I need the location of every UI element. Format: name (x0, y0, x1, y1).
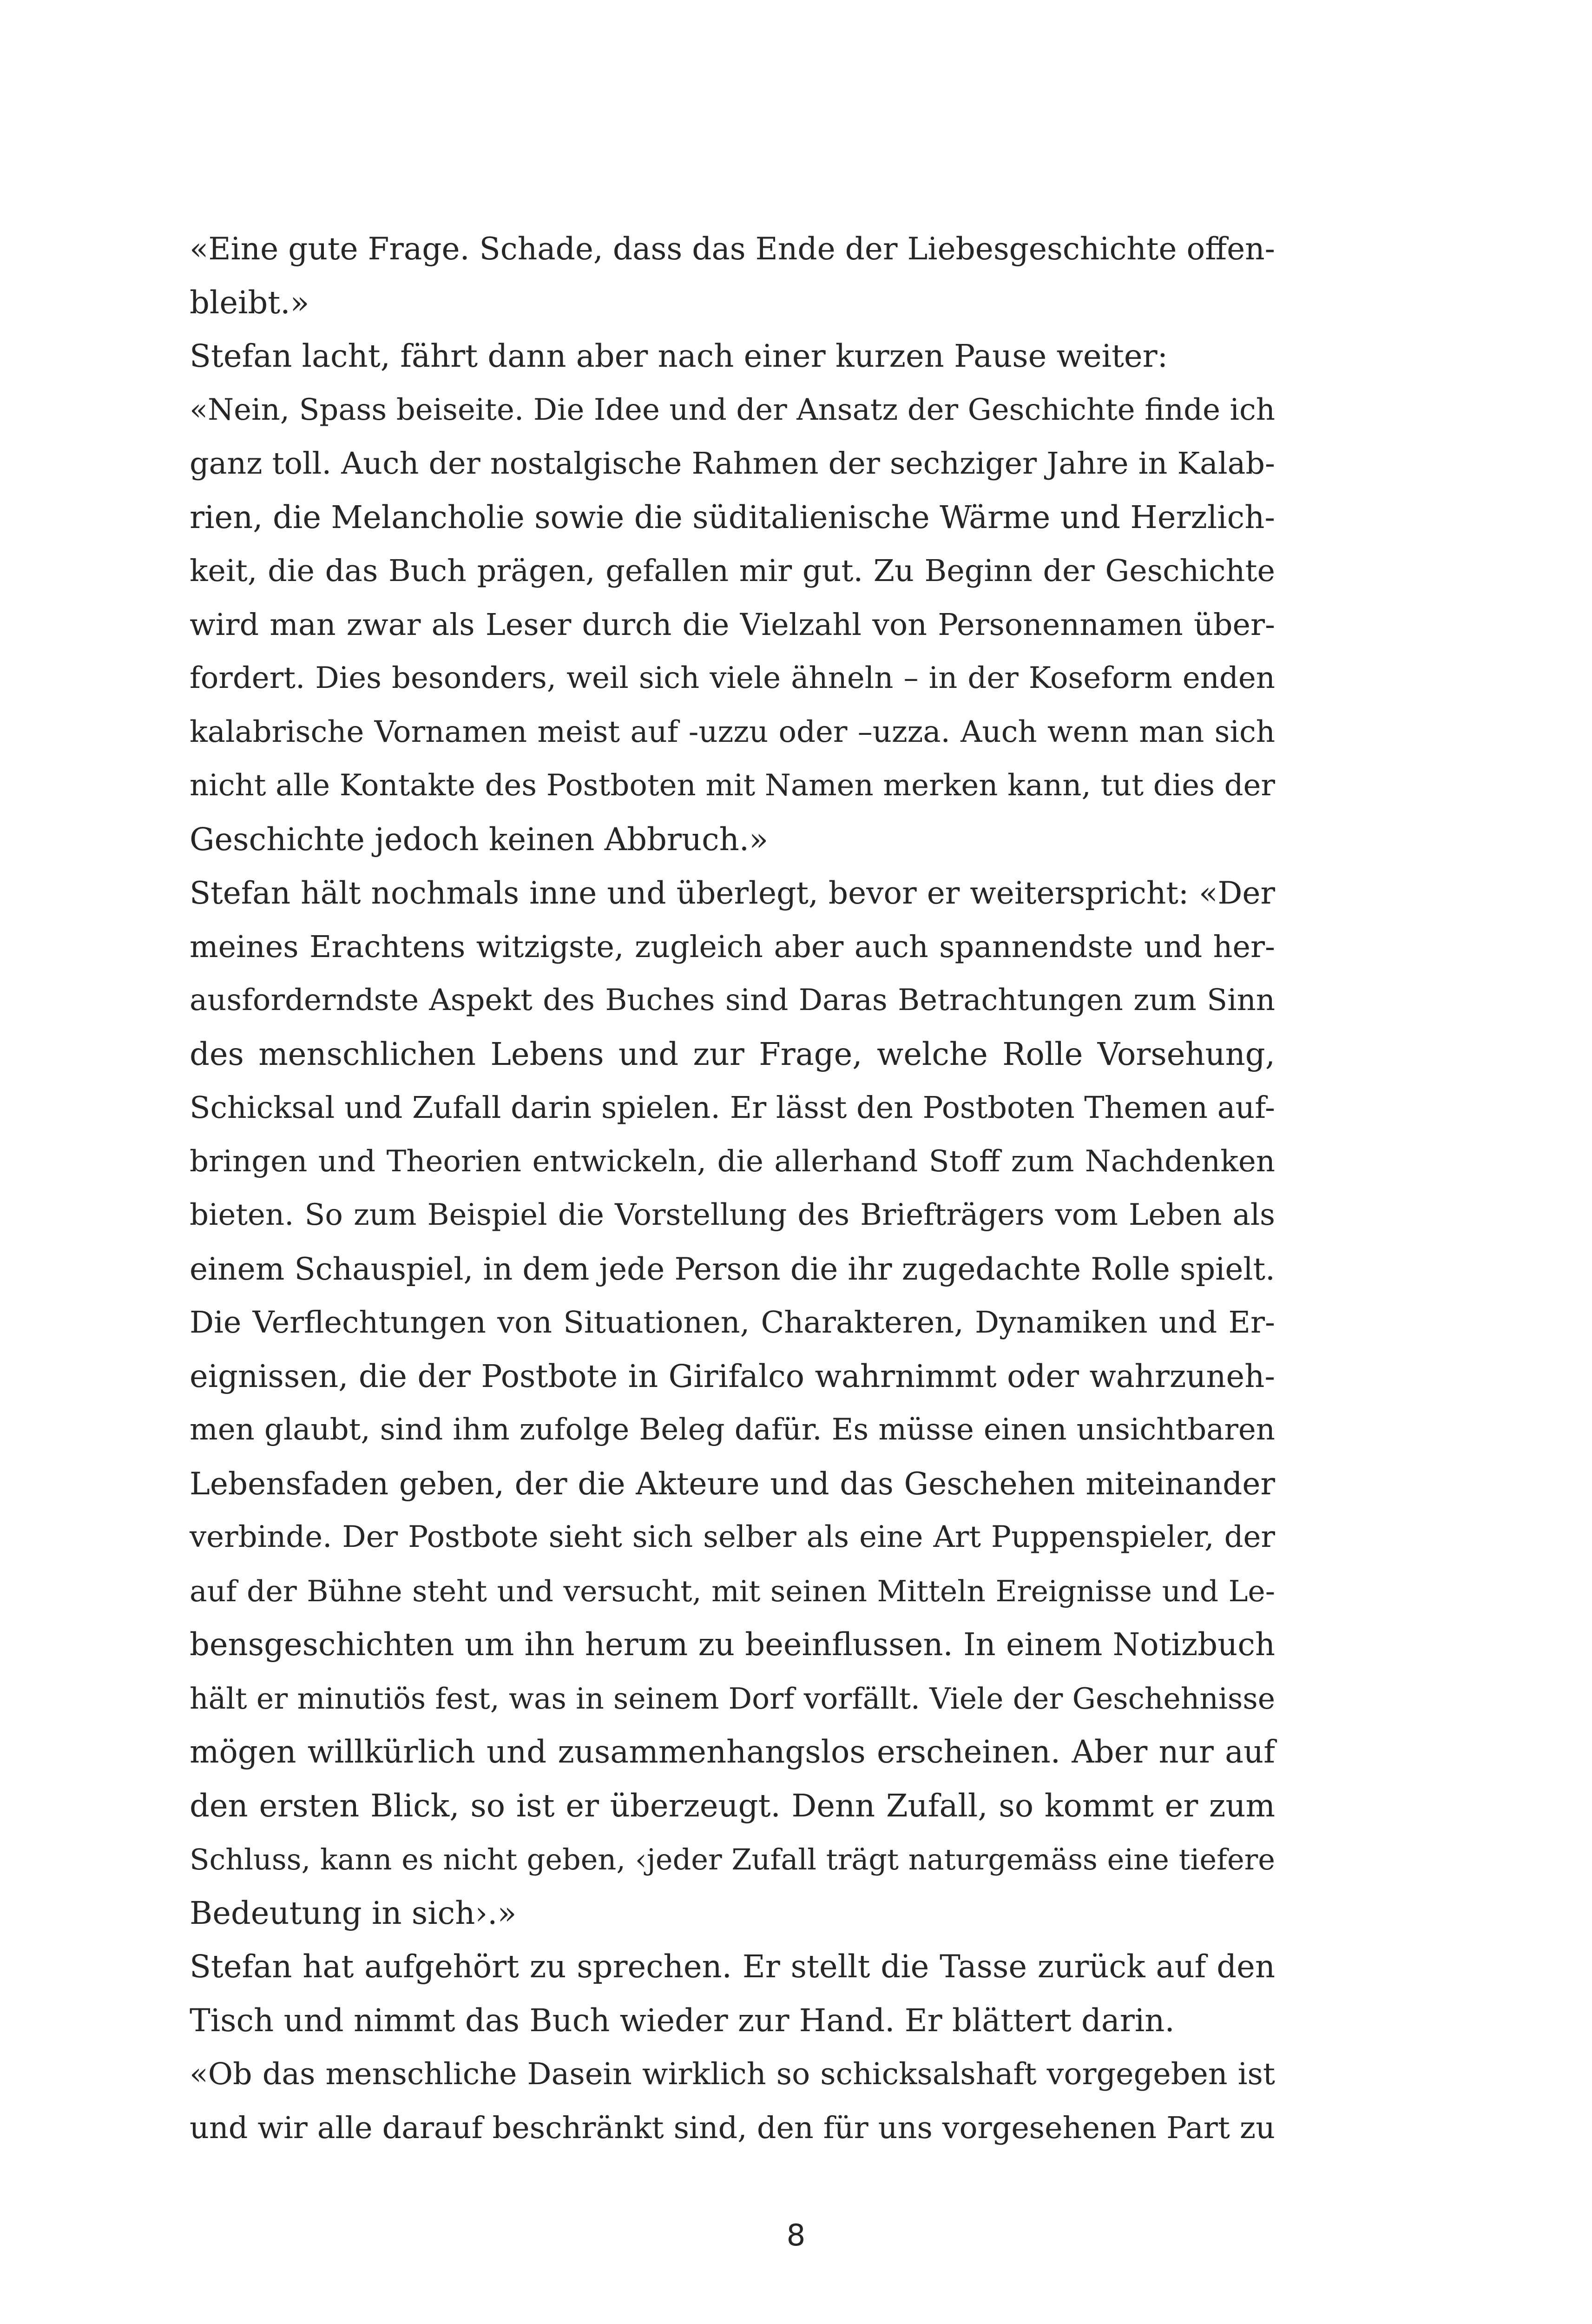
text-line: «Ob das menschliche Dasein wirklich so schicksalshaft vorgegeben ist (190, 2057, 1275, 2092)
text-line: «Nein, Spass beiseite. Die Idee und der Ansatz der Geschichte finde ich (190, 392, 1275, 427)
text-line: Geschichte jedoch keinen Abbruch.» (190, 821, 769, 858)
text-line: bleibt.» (190, 284, 309, 321)
text-line: und wir alle darauf beschränkt sind, den für uns vorgesehenen Part zu (190, 2110, 1275, 2146)
text-line: «Eine gute Frage. Schade, dass das Ende der Liebesgeschichte offen- (190, 231, 1275, 267)
text-line: fordert. Dies besonders, weil sich viele ähneln – in der Koseform enden (190, 661, 1275, 695)
body-text (190, 222, 1275, 2155)
text-line: Bedeutung in sich›.» (190, 1895, 517, 1931)
text-line: Die Verflechtungen von Situationen, Charakteren, Dynamiken und Er- (190, 1305, 1275, 1340)
text-line: ausforderndste Aspekt des Buches sind Daras Betrachtungen zum Sinn (190, 983, 1275, 1017)
text-line: einem Schauspiel, in dem jede Person die ihr zugedachte Rolle spielt. (190, 1251, 1275, 1287)
text-line: Schicksal und Zufall darin spielen. Er lässt den Postboten Themen auf- (190, 1090, 1275, 1125)
text-line: des menschlichen Lebens und zur Frage, welche Rolle Vorsehung, (190, 1036, 1275, 1072)
text-line: wird man zwar als Leser durch die Vielzahl von Personennamen über- (190, 607, 1275, 642)
text-line: keit, die das Buch prägen, gefallen mir gut. Zu Beginn der Geschichte (190, 554, 1275, 588)
text-line: ganz toll. Auch der nostalgische Rahmen der sechziger Jahre in Kalab- (190, 446, 1275, 481)
text-line: rien, die Melancholie sowie die süditalienische Wärme und Herzlich- (190, 499, 1275, 535)
text-line: eignissen, die der Postbote in Girifalco wahrnimmt oder wahrzuneh- (190, 1358, 1275, 1394)
text-line: Tisch und nimmt das Buch wieder zur Hand. Er blättert darin. (190, 2002, 1175, 2039)
text-line: Stefan hat aufgehört zu sprechen. Er stellt die Tasse zurück auf den (190, 1948, 1275, 1985)
text-line: men glaubt, sind ihm zufolge Beleg dafür. Es müsse einen unsichtbaren (190, 1413, 1275, 1447)
page-number: 8 (786, 2218, 806, 2253)
text-line: Stefan hält nochmals inne und überlegt, bevor er weiterspricht: «Der (190, 875, 1275, 911)
text-line: Schluss, kann es nicht geben, ‹jeder Zufall trägt naturgemäss eine tiefere (190, 1842, 1275, 1876)
text-line: bringen und Theorien entwickeln, die allerhand Stoff zum Nachdenken (190, 1144, 1275, 1179)
text-line: hält er minutiös fest, was in seinem Dorf vorfällt. Viele der Geschehnisse (190, 1681, 1275, 1716)
text-line: meines Erachtens witzigste, zugleich aber auch spannendste und her- (190, 929, 1275, 964)
text-line: kalabrische Vornamen meist auf -uzzu oder –uzza. Auch wenn man sich (190, 714, 1275, 749)
text-line: Stefan lacht, fährt dann aber nach einer kurzen Pause weiter: (190, 338, 1168, 374)
text-line: Lebensfaden geben, der die Akteure und das Geschehen miteinander (190, 1466, 1275, 1502)
text-line: bensgeschichten um ihn herum zu beeinflussen. In einem Notizbuch (190, 1626, 1275, 1663)
text-line: den ersten Blick, so ist er überzeugt. Denn Zufall, so kommt er zum (190, 1787, 1275, 1824)
text-line: bieten. So zum Beispiel die Vorstellung des Briefträgers vom Leben als (190, 1198, 1275, 1232)
text-line: nicht alle Kontakte des Postboten mit Namen merken kann, tut dies der (190, 768, 1275, 803)
text-line: verbinde. Der Postbote sieht sich selber als eine Art Puppenspieler, der (190, 1520, 1275, 1554)
text-line: mögen willkürlich und zusammenhangslos erscheinen. Aber nur auf (190, 1734, 1275, 1770)
text-line: auf der Bühne steht und versucht, mit seinen Mitteln Ereignisse und Le- (190, 1574, 1275, 1608)
